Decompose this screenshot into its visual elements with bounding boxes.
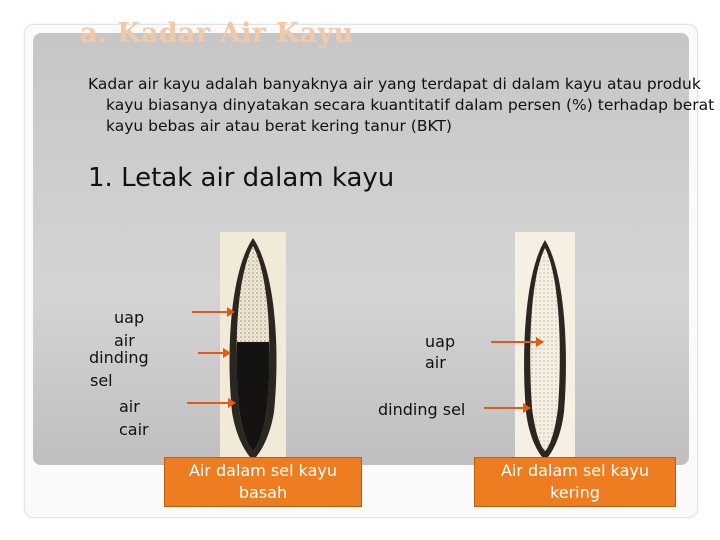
wet-label-dinding: dinding xyxy=(89,348,149,367)
wet-caption-line1: Air dalam sel kayu xyxy=(188,461,338,480)
wet-label-cair: cair xyxy=(119,420,149,439)
dry-vapor-arrow xyxy=(491,341,543,343)
wet-caption-line2: basah xyxy=(238,483,288,502)
wet-label-air-liquid: air xyxy=(119,397,140,416)
dry-caption xyxy=(474,457,676,507)
wet-vapor-arrow xyxy=(192,311,234,313)
dry-caption-line1: Air dalam sel kayu xyxy=(500,461,650,480)
dry-label-dinding-sel: dinding sel xyxy=(378,400,466,419)
wet-liquid-arrow xyxy=(187,402,235,404)
dry-caption-line2: kering xyxy=(550,483,600,502)
wet-caption xyxy=(164,457,362,507)
intro-paragraph: Kadar air kayu adalah banyaknya air yang terdapat di dalam kayu atau produk kayu biasanya dinyatakan secara kuantitatif dalam persen (%) terhadap berat kayu bebas air atau berat kering tanur (BKT) xyxy=(88,75,715,135)
wet-label-uap: uap xyxy=(114,308,145,327)
wet-label-air: air xyxy=(114,331,135,350)
wet-wall-arrow xyxy=(198,352,230,354)
slide-title: a. Kadar Air Kayu xyxy=(80,18,354,49)
dry-wall-arrow xyxy=(484,407,530,409)
wet-label-sel: sel xyxy=(90,371,113,390)
dry-cell-image xyxy=(515,232,575,464)
wet-cell-image xyxy=(220,232,286,462)
dry-label-uap: uap xyxy=(425,332,456,351)
dry-label-air: air xyxy=(425,353,446,372)
subheading: 1. Letak air dalam kayu xyxy=(88,163,395,193)
